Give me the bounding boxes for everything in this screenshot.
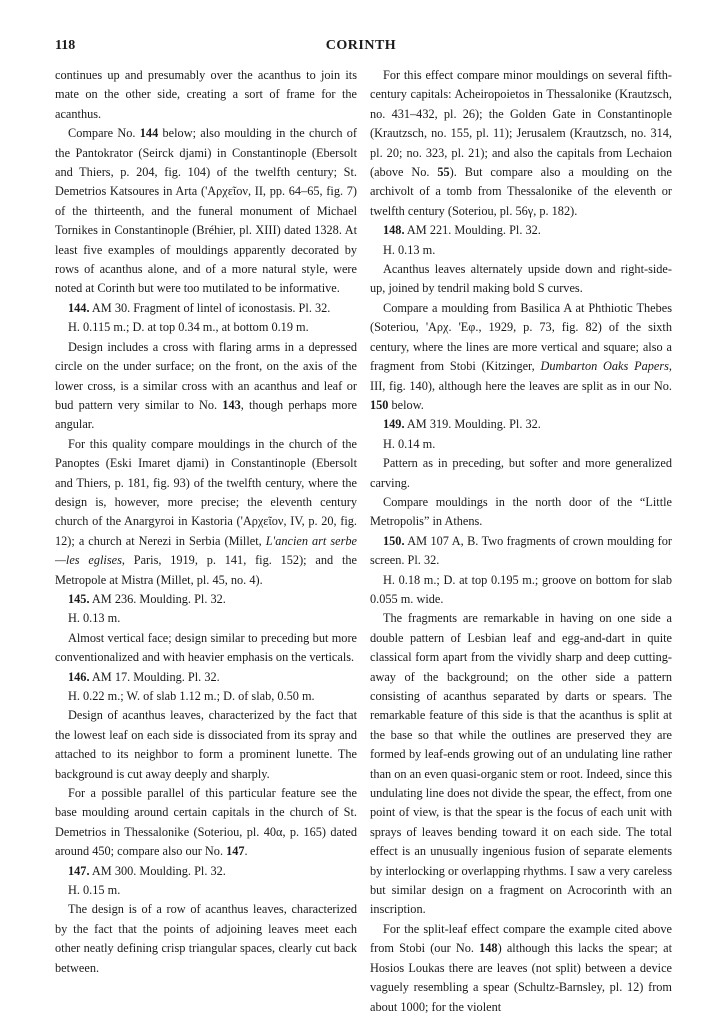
catalogue-number: 150.: [383, 533, 405, 548]
paragraph: [55, 687, 357, 706]
text-run: For this quality compare mouldings in the church of the Panoptes (Eski Imaret djami) in Constantinople (Ebersolt and Thiers, p. 181, fig. 93) of the twelfth century, where the design is, however, more precise; the eleventh century church of the Anargyroi in Kastoria ('Αρχεῖον, IV, p. 20, fig. 12); a church at Nerezi in Serbia (Millet,: [55, 436, 357, 548]
text-run: The fragments are remarkable in having on one side a double pattern of Lesbian leaf and egg-and-dart in quite classical form apart from the vividly sharp and deep cutting-away of the background; on the other side a pattern consisting of acanthus separated by darts or spears. The remarkable feature of this side is that the acanthus is split at the base so that while the outlines are preserved they are formed by leaf-ends growing out of an undulating line rather than on an even quasi-organic stem or root. Indeed, since this undulating line does not divide the spear, the effect, from one point of view, is that the spear is the focus of each unit with sprays of leaves bending toward it on each side. The total effect is an unusually ingenious fusion of separate elements by interlocking or overlapping rhythms. I saw a very careless but similar design on a fragment on Acrocorinth with an inscription.: [370, 611, 672, 917]
text-run: , though perhaps more angular.: [55, 397, 358, 432]
page-number: 118: [55, 38, 76, 53]
text-run: H. 0.115 m.; D. at top 0.34 m., at bottom 0.19 m.: [68, 320, 309, 335]
entry-heading: [55, 862, 357, 881]
entry-heading: [55, 299, 357, 318]
right-column: [370, 66, 672, 1017]
catalogue-number: 144.: [68, 300, 90, 315]
text-run: AM 30. Fragment of lintel of iconostasis. Pl. 32.: [89, 300, 331, 315]
text-run: Design of acanthus leaves, characterized by the fact that the lowest leaf on each side is dissociated from its spray and attached to its neighbor to form a prominent lunette. The background is cut away deeply and sharply.: [55, 708, 357, 781]
text-run: AM 17. Moulding. Pl. 32.: [89, 669, 220, 684]
text-run: ) although this lacks the spear; at Hosios Loukas there are leaves (not split) between a device vaguely resembling a spear (Schultz-Barnsley, pl. 12) from about 1000; for the violent: [370, 941, 672, 1014]
text-run: Almost vertical face; design similar to preceding but more conventionalized and with heavier emphasis on the verticals.: [55, 630, 357, 665]
text-run: Pattern as in preceding, but softer and more generalized carving.: [370, 456, 672, 490]
text-run: AM 221. Moulding. Pl. 32.: [404, 223, 541, 238]
text-run: AM 107 A, B. Two fragments of crown moulding for screen. Pl. 32.: [370, 533, 672, 568]
text-run: , Paris, 1919, p. 141, fig. 152); and the Metropole at Mistra (Millet, pl. 45, no. 4).: [55, 553, 357, 587]
text-run: , III, fig. 140), although here the leaves are split as in our No.: [370, 359, 672, 393]
catalogue-number: 147.: [68, 863, 90, 878]
text-run: ). But compare also a moulding on the archivolt of a tomb from Thessalonike of the eleventh or twelfth century (Soteriou, pl. 56γ, p. 182).: [370, 165, 672, 218]
catalogue-number: 150: [370, 397, 389, 412]
text-run: H. 0.13 m.: [383, 242, 436, 257]
italic-title: L'ancien art serbe—les eglises: [55, 533, 357, 568]
entry-heading: [55, 590, 357, 609]
catalogue-number: 144: [139, 126, 159, 141]
italic-title: Dumbarton Oaks Papers: [540, 359, 669, 374]
running-header: [55, 38, 667, 58]
paragraph: [370, 571, 672, 610]
paragraph: [370, 66, 672, 221]
text-run: Compare No.: [68, 126, 140, 141]
catalogue-number: 143: [222, 397, 241, 412]
catalogue-number: 147: [226, 844, 245, 859]
text-run: Design includes a cross with flaring arms in a depressed circle on the under surface; on the front, on the axis of the lower cross, is a similar cross with an acanthus and leaf or bud pattern very similar to No.: [55, 339, 357, 412]
paragraph: [55, 609, 357, 628]
text-run: H. 0.18 m.; D. at top 0.195 m.; groove on bottom for slab 0.055 m. wide.: [370, 572, 672, 606]
text-run: H. 0.13 m.: [68, 611, 121, 626]
catalogue-number: 148.: [383, 223, 405, 238]
catalogue-number: 146.: [68, 669, 90, 684]
text-run: H. 0.14 m.: [383, 436, 436, 451]
text-run: For a possible parallel of this particular feature see the base moulding around certain capitals in the church of St. Demetrios in Thessalonike (Soteriou, pl. 40α, p. 165) dated around 450; compare also our No.: [55, 786, 357, 859]
paragraph: [370, 241, 672, 260]
text-run: Compare mouldings in the north door of the “Little Metropolis” in Athens.: [370, 494, 672, 529]
text-run: For this effect compare minor mouldings on several fifth-century capitals: Acheiropoietos in Thessalonike (Krautzsch, no. 431–432, pl. 26); the Golden Gate in Constantinople (Krautzsch, no. 155, pl. 11); Jerusalem (Krautzsch, no. 314, pl. 20; no. 323, pl. 21); and also the capitals from Lechaion (above No.: [370, 68, 672, 180]
entry-heading: [370, 532, 672, 571]
paragraph: [370, 920, 672, 1017]
paragraph: [55, 338, 357, 435]
paragraph: [55, 318, 357, 337]
text-run: AM 319. Moulding. Pl. 32.: [404, 417, 541, 432]
entry-heading: [370, 221, 672, 240]
text-run: below; also moulding in the church of the Pantokrator (Seirck djami) in Constantinople (Ebersolt and Thiers, p. 204, fig. 104) of the twelfth century; St. Demetrios Katsoures in Arta ('Αρχεῖον, II, pp. 64–65, fig. 7) of the thirteenth, and the funeral monument of Michael Tornikes in Constantinople (Bréhier, pl. XIII) dated 1328. At least five examples of mouldings apparently decorated by rows of acanthus alone, and of a more natural style, were noted at Corinth but were too mutilated to be informative.: [55, 126, 358, 296]
paragraph: [55, 784, 357, 862]
text-run: .: [244, 844, 248, 859]
catalogue-number: 149.: [383, 417, 405, 432]
paragraph: [370, 493, 672, 532]
text-run: H. 0.22 m.; W. of slab 1.12 m.; D. of slab, 0.50 m.: [68, 689, 315, 703]
paragraph: [55, 124, 357, 299]
paragraph: [55, 706, 357, 784]
text-run: Compare a moulding from Basilica A at Phthiotic Thebes (Soteriou, 'Αρχ. 'Εφ., 1929, p. 73, fig. 82) of the sixth century, where the lines are more vertical and square; also a fragment from Stobi (Kitzinger,: [370, 300, 672, 374]
text-run: below.: [388, 397, 424, 412]
paragraph: [55, 629, 357, 668]
text-run: H. 0.15 m.: [68, 883, 121, 898]
catalogue-number: 145.: [68, 591, 90, 606]
text-run: continues up and presumably over the acanthus to join its mate on the other side, creating a sort of frame for the acanthus.: [55, 68, 357, 121]
left-column: [55, 66, 357, 978]
entry-heading: [55, 668, 357, 687]
paragraph: [370, 609, 672, 920]
paragraph: [55, 66, 357, 124]
paragraph: [370, 260, 672, 299]
text-run: For the split-leaf effect compare the example cited above from Stobi (our No.: [370, 921, 672, 956]
catalogue-number: 148: [479, 941, 498, 956]
running-title: CORINTH: [325, 38, 397, 53]
entry-heading: [370, 415, 672, 434]
paragraph: [370, 435, 672, 454]
text-run: Acanthus leaves alternately upside down and right-side-up, joined by tendril making bold S curves.: [370, 262, 672, 296]
paragraph: [55, 435, 357, 590]
text-run: AM 236. Moulding. Pl. 32.: [89, 591, 226, 606]
paragraph: [370, 454, 672, 493]
paragraph: [370, 299, 672, 415]
text-run: AM 300. Moulding. Pl. 32.: [89, 863, 226, 878]
text-run: The design is of a row of acanthus leaves, characterized by the fact that the points of adjoining leaves meet each other neatly defining crisp triangular spaces, clearly cut back between.: [55, 902, 357, 975]
paragraph: [55, 900, 357, 978]
catalogue-number: 55: [437, 165, 450, 180]
paragraph: [55, 881, 357, 900]
